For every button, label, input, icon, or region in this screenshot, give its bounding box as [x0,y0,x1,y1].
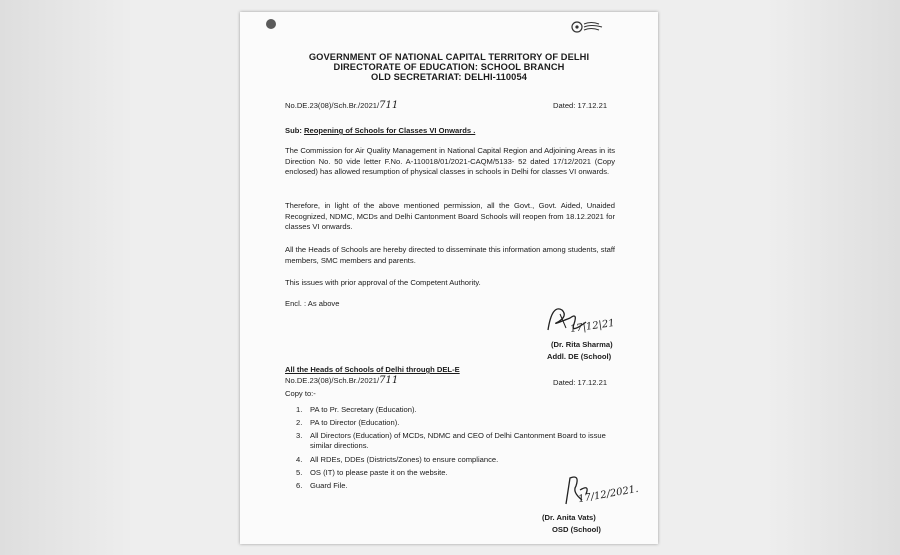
signature-1-date: 17|12|21 [569,317,616,336]
copy-to-item-text: All RDEs, DDEs (Districts/Zones) to ensure compliance. [310,455,499,464]
paragraph-1: The Commission for Air Quality Management in National Capital Region and Adjoining Areas in its Direction No. 50 vide letter F.No. A-110018/01/2021-CAQM/5133- 52 dated 17/12/2021 (Copy enclosed) has allowed resumption of physical classes in schools in Delhi for classes VI onwards. [285,146,615,177]
letterhead-line-3: OLD SECRETARIAT: DELHI-110054 [371,72,527,82]
reference-number-2-text: No.DE.23(08)/Sch.Br./2021/ [285,376,380,385]
signatory-1-designation: Addl. DE (School) [547,352,612,361]
paragraph-2: Therefore, in light of the above mentioned permission, all the Govt., Govt. Aided, Unaided Recognized, NDMC, MCDs and Delhi Cantonment Board Schools will reopen from 18.12.2021 for classes VI onwards. [285,201,615,232]
copy-to-item-number: 5. [296,468,303,477]
copy-to-item [296,455,615,465]
copy-to-item-text: OS (IT) to please paste it on the website. [310,468,448,477]
copy-to-item-number: 6. [296,481,303,490]
letterhead-line-2: DIRECTORATE OF EDUCATION: SCHOOL BRANCH [333,62,565,72]
subject-line [285,126,475,136]
document-page [240,12,658,544]
copy-to-item-number: 1. [296,405,303,414]
paragraph-4: This issues with prior approval of the Competent Authority. [285,278,481,287]
letter-date [553,101,607,111]
copy-to-item-text: PA to Director (Education). [310,418,400,427]
copy-to-item-number: 4. [296,455,303,464]
reference-number [285,101,398,111]
copy-to-item-text: Guard File. [310,481,348,490]
punch-hole [266,19,276,29]
paragraph-3: All the Heads of Schools are hereby directed to disseminate this information among students, staff members, SMC members and parents. [285,245,615,265]
copy-to-item-text: PA to Pr. Secretary (Education). [310,405,417,414]
subject-label: Sub: [285,126,302,135]
signatory-1-name: (Dr. Rita Sharma) [551,340,613,349]
copy-to-label: Copy to:- [285,389,316,398]
signature-2-date: 17/12/2021. [577,483,640,506]
date-2-value: 17.12.21 [577,378,608,387]
enclosure-note: Encl. : As above [285,299,340,308]
copy-to-item-number: 3. [296,431,303,440]
copy-to-item-number: 2. [296,418,303,427]
letter-date-2 [553,378,607,388]
copy-to-item-text: All Directors (Education) of MCDs, NDMC and CEO of Delhi Cantonment Board to issue similar directions. [310,431,606,450]
signatory-2-designation: OSD (School) [552,525,601,534]
copy-to-item [296,405,615,415]
subject-text: Reopening of Schools for Classes VI Onwards . [304,126,476,135]
letterhead-line-1: GOVERNMENT OF NATIONAL CAPITAL TERRITORY OF DELHI [308,52,590,62]
reference-number-handwritten: 711 [379,100,399,111]
reference-number-text: No.DE.23(08)/Sch.Br./2021/ [285,101,380,110]
reference-number-2-handwritten: 711 [379,375,399,386]
date-2-label: Dated: [553,378,576,387]
date-value: 17.12.21 [577,101,608,110]
copy-to-item [296,431,615,451]
copy-to-item [296,418,615,428]
signatory-2-name: (Dr. Anita Vats) [542,513,596,522]
g20-style-emblem-icon [569,19,605,34]
date-label: Dated: [553,101,576,110]
reference-number-2 [285,376,398,386]
addressee-line: All the Heads of Schools of Delhi through DEL-E [285,365,460,374]
